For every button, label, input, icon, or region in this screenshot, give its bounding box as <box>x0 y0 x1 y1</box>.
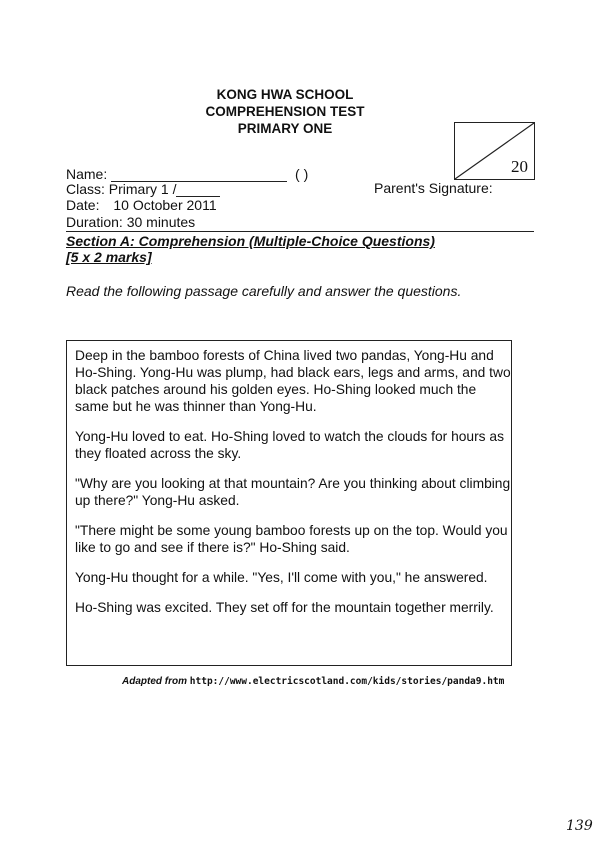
level-title: PRIMARY ONE <box>237 121 333 136</box>
instruction-text: Read the following passage carefully and answer the questions. <box>66 283 462 299</box>
passage-paragraph: Yong-Hu thought for a while. "Yes, I'll come with you," he answered. <box>75 570 488 585</box>
date-label: Date: <box>66 197 100 213</box>
section-marks: [5 x 2 marks] <box>66 249 152 265</box>
date-row <box>66 198 217 213</box>
date-value: 10 October 2011 <box>113 197 217 213</box>
name-label: Name: <box>66 166 108 182</box>
section-title: Section A: Comprehension (Multiple-Choice Questions) <box>66 233 435 249</box>
passage-paragraph: Ho-Shing was excited. They set off for the mountain together merrily. <box>75 600 494 615</box>
passage-paragraph: Yong-Hu loved to eat. Ho-Shing loved to watch the clouds for hours as they floated across the sky. <box>75 429 504 461</box>
test-title: COMPREHENSION TEST <box>205 104 365 119</box>
class-row <box>66 181 220 197</box>
name-field[interactable] <box>111 166 287 182</box>
index-number-field[interactable]: ( ) <box>295 166 309 182</box>
divider-line <box>66 231 534 232</box>
page-mark: 139 <box>566 818 593 834</box>
class-label: Class: Primary 1 / <box>66 181 177 197</box>
passage-paragraph: Deep in the bamboo forests of China lived two pandas, Yong-Hu and Ho-Shing. Yong-Hu was plump, had black ears, legs and arms, and two black patches around his golden eyes. Ho-Shing looked much the same but he was thinner than Yong-Hu. <box>75 348 511 414</box>
school-name: KONG HWA SCHOOL <box>216 87 354 102</box>
class-field[interactable] <box>176 181 220 197</box>
source-url: http://www.electricscotland.com/kids/stories/panda9.htm <box>189 676 505 687</box>
duration: Duration: 30 minutes <box>66 214 196 230</box>
passage-box <box>66 340 512 666</box>
name-row <box>66 166 308 182</box>
passage-paragraph: "Why are you looking at that mountain? Are you thinking about climbing up there?" Yong-Hu asked. <box>75 476 511 508</box>
score-total: 20 <box>511 157 528 176</box>
parent-signature-label: Parent's Signature: <box>374 180 493 196</box>
source-prefix: Adapted from <box>122 676 187 687</box>
source-citation <box>122 676 504 687</box>
passage-paragraph: "There might be some young bamboo forests up on the top. Would you like to go and see if there is?" Ho-Shing said. <box>75 523 508 555</box>
score-box <box>454 122 535 180</box>
